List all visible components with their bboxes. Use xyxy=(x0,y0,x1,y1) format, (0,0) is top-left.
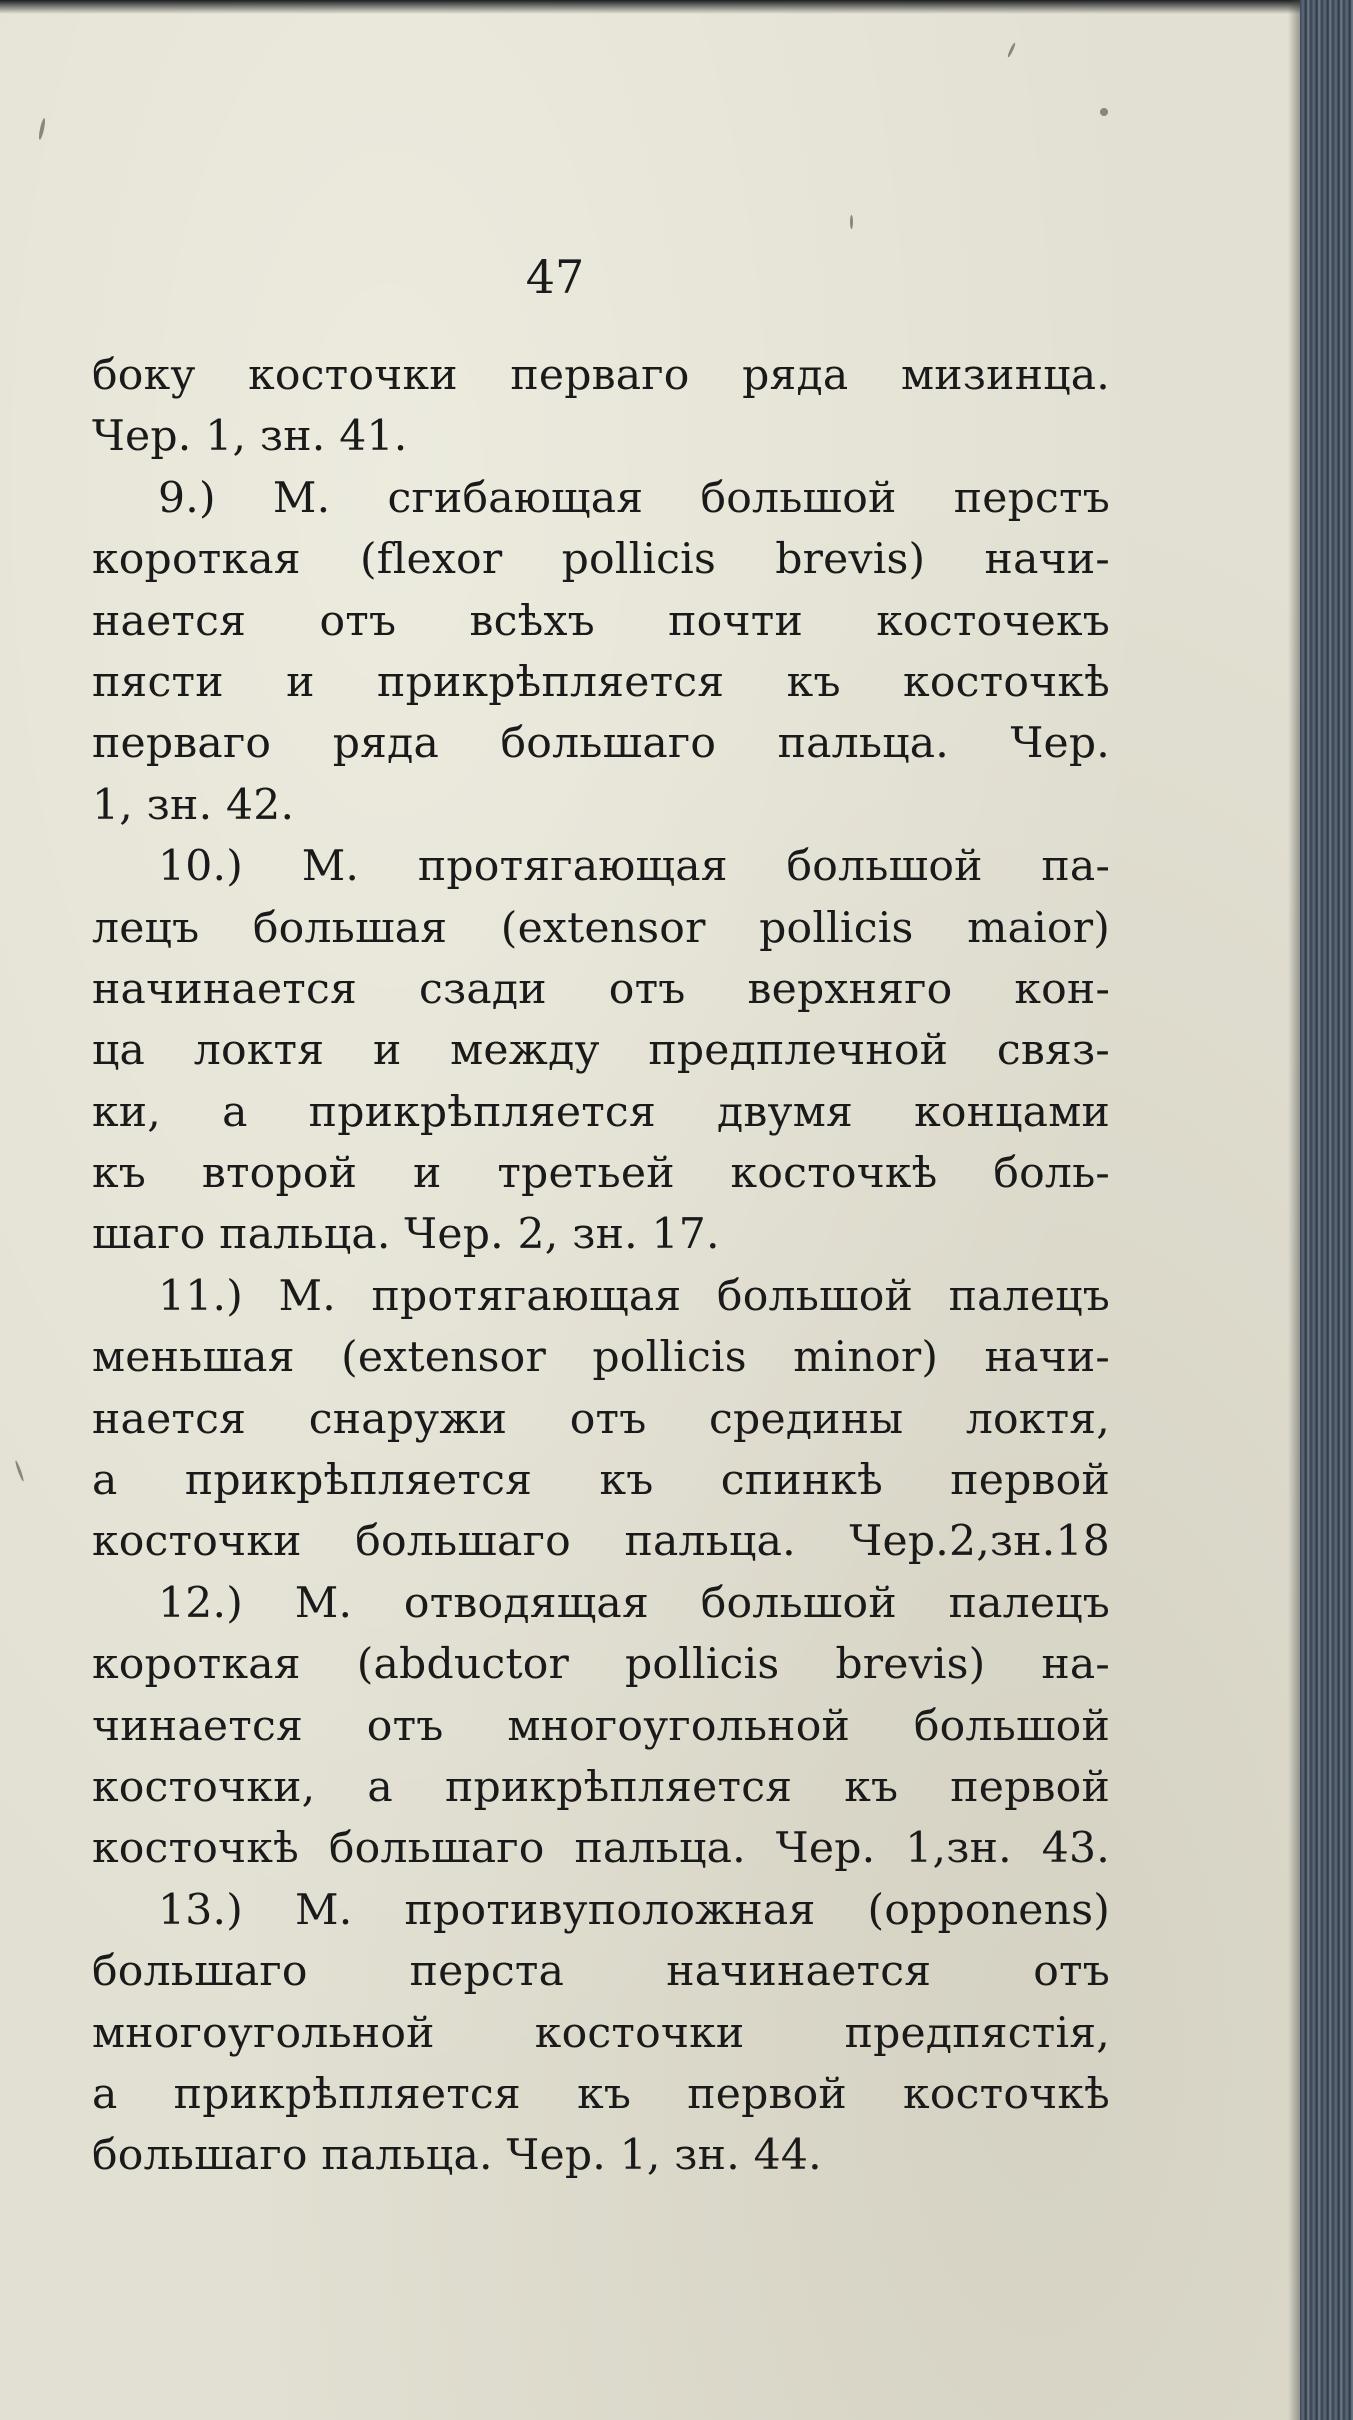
ink-speck xyxy=(850,215,853,229)
page-edge-shadow xyxy=(1288,0,1300,2420)
text-line: 1, зн. 42. xyxy=(92,780,295,830)
text-line: короткая (abductor pollicis brevis) на- xyxy=(92,1640,1110,1690)
ink-speck xyxy=(1100,108,1108,116)
ink-speck xyxy=(1007,42,1016,58)
text-line: многоугольной косточки предпястія, xyxy=(92,2008,1110,2058)
text-line: нается отъ всѣхъ почти косточекъ xyxy=(92,596,1110,646)
text-line: меньшая (extensor pollicis minor) начи- xyxy=(92,1333,1110,1383)
book-spine xyxy=(1300,0,1353,2420)
text-line: шаго пальца. Чер. 2, зн. 17. xyxy=(92,1210,720,1260)
text-line: перваго ряда большаго пальца. Чер. xyxy=(92,719,1110,769)
text-line: большаго перста начинается отъ xyxy=(92,1947,1110,1997)
text-line: а прикрѣпляется къ первой косточкѣ xyxy=(92,2069,1110,2119)
text-line: а прикрѣпляется къ спинкѣ первой xyxy=(92,1456,1110,1506)
text-line: 10.) М. протягающая большой па- xyxy=(158,842,1110,892)
text-line: 12.) М. отводящая большой палецъ xyxy=(158,1578,1110,1628)
text-line: 9.) М. сгибающая большой перстъ xyxy=(158,473,1110,523)
text-line: косточкѣ большаго пальца. Чер. 1,зн. 43. xyxy=(92,1824,1110,1874)
text-line: 11.) М. протягающая большой палецъ xyxy=(158,1271,1110,1321)
text-line: чинается отъ многоугольной большой xyxy=(92,1701,1110,1751)
text-line: Чер. 1, зн. 41. xyxy=(92,412,408,462)
text-line: начинается сзади отъ верхняго кон- xyxy=(92,964,1110,1014)
text-line: боку косточки перваго ряда мизинца. xyxy=(92,351,1110,400)
text-line: ца локтя и между предплечной связ- xyxy=(92,1026,1110,1076)
ink-speck xyxy=(38,118,46,140)
text-line: нается снаружи отъ средины локтя, xyxy=(92,1394,1110,1444)
text-line: ки, а прикрѣпляется двумя концами xyxy=(92,1087,1110,1137)
text-line: косточки большаго пальца. Чер.2,зн.18 xyxy=(92,1517,1110,1567)
text-line: къ второй и третьей косточкѣ боль- xyxy=(92,1149,1110,1199)
text-line: лецъ большая (extensor pollicis maior) xyxy=(92,903,1110,953)
text-line: 13.) М. противуположная (opponens) xyxy=(158,1885,1110,1935)
text-line: косточки, а прикрѣпляется къ первой xyxy=(92,1762,1110,1812)
ink-speck xyxy=(14,1460,24,1482)
text-line: короткая (flexor pollicis brevis) начи- xyxy=(92,535,1110,585)
text-line: пясти и прикрѣпляется къ косточкѣ xyxy=(92,657,1110,707)
page-number: 47 xyxy=(525,250,585,304)
top-edge-shadow xyxy=(0,0,1300,14)
text-line: большаго пальца. Чер. 1, зн. 44. xyxy=(92,2131,822,2181)
body-text xyxy=(92,345,1110,2187)
